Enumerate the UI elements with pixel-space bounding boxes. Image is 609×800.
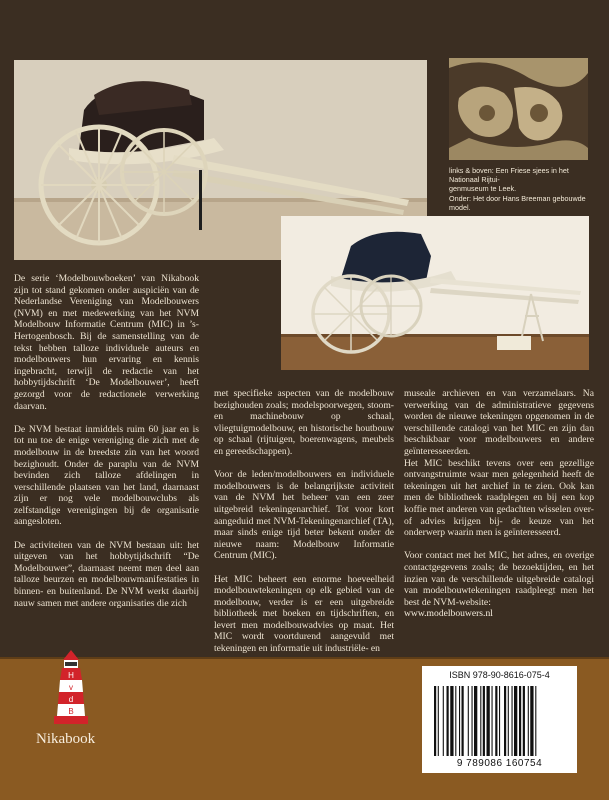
- paragraph: Het MIC beheert een enorme hoeveelheid modelbouwtekeningen op elk gebied van de modelbouw, verder is er een uitgebreide bibliotheek met boeken en tijdschriften, en levert men modelbouwadvies op maat. Het MIC wordt voortdurend aangevuld met tekeningen en informatie uit industriële- en: [214, 573, 394, 655]
- paragraph: met specifieke aspecten van de modelbouw bezighouden zoals; modelspoorwegen, stoom- en machinebouw op schaal, vliegtuigmodelbouw, en historische houtbouw op schaal (rijtuigen, boerenwagens, meubels en gereedschappen).: [214, 388, 394, 457]
- barcode-stripe: [468, 686, 469, 756]
- logo-letter: d: [68, 695, 74, 704]
- barcode-stripe: [519, 686, 521, 756]
- logo-letter: H: [68, 671, 74, 680]
- text-column-middle: [214, 388, 394, 666]
- barcode-stripe: [455, 686, 456, 756]
- text-column-left: [14, 273, 199, 621]
- website-link[interactable]: www.modelbouwers.nl: [404, 608, 493, 620]
- paragraph: museale archieven en van verzamelaars. Na verwerking van de administratieve gegevens worden de nieuwe tekeningen opgenomen in de verschillende catalogi van het MIC en zijn dan beschikbaar voor modelbouwers en andere geïnteresseerden.: [404, 388, 594, 457]
- barcode-stripe: [492, 686, 493, 756]
- barcode-stripe: [487, 686, 490, 756]
- barcode-stripe: [472, 686, 473, 756]
- carved-ornament-photo: [449, 58, 588, 160]
- barcode-stripe: [535, 686, 536, 756]
- photo-caption-bottom: [449, 194, 599, 212]
- barcode-stripe: [438, 686, 439, 756]
- isbn-barcode: [422, 666, 577, 773]
- paragraph: De NVM bestaat inmiddels ruim 60 jaar en is tot nu toe de enige vereniging die zich met de modelbouw in de breedste zin van het woord bezighoudt. Onder de paraplu van de NVM bevinden zich talloze afdelingen in verschillende plaatsen van het land, daarnaast zijn er nog vele modelbouwclubs als zelfstandige verenigingen bij de organisatie aangesloten.: [14, 423, 199, 528]
- publisher-name: Nikabook: [36, 731, 96, 747]
- barcode-stripe: [474, 686, 477, 756]
- barcode-stripe: [447, 686, 449, 756]
- barcode-stripe: [495, 686, 497, 756]
- caption-line: Onder: Het door Hans Breeman gebouwde model.: [449, 194, 586, 212]
- ean-number: 9 789086 160754: [456, 758, 543, 769]
- paragraph: Voor de leden/modelbouwers en individuele modelbouwers is de belangrijkste activiteit van de NVM het beheer van een zeer uitgebreid tekeningenarchief. Tot voor kort aangeduid met NVM-Tekeningenarchief (TA), maar sinds enige tijd beter bekent onder de nieuwe naam: Modelbouw Informatie Centrum (MIC).: [214, 469, 394, 562]
- logo-letter: B: [68, 707, 74, 716]
- barcode-stripe: [443, 686, 444, 756]
- text-column-right: [404, 388, 594, 620]
- photo-caption-top: [449, 166, 599, 193]
- barcode-stripe: [523, 686, 525, 756]
- barcode-stripe: [450, 686, 453, 756]
- barcode-stripe: [530, 686, 533, 756]
- lighthouse-logo-icon: [46, 648, 96, 728]
- barcode-bars: [434, 686, 565, 756]
- paragraph: De activiteiten van de NVM bestaan uit: het uitgeven van het hobbytijdschrift “De Modelbouwer”, daarnaast neemt men deel aan talloze beurzen en modelbouwmanifestaties in binnen- en buitenland. De NVM werkt daarbij nauw samen met andere organisaties die zich: [14, 539, 199, 609]
- caption-line: genmuseum te Leek.: [449, 184, 517, 193]
- barcode-stripe: [434, 686, 436, 756]
- barcode-stripe: [514, 686, 517, 756]
- barcode-stripe: [504, 686, 506, 756]
- barcode-stripe: [528, 686, 529, 756]
- caption-line: links & boven: Een Friese sjees in het Nationaal Rijtui-: [449, 166, 569, 184]
- paragraph: De serie ‘Modelbouwboeken’ van Nikabook zijn tot stand gekomen onder auspiciën van de Nederlandse Vereniging van Modelbouwers (NVM) en met medewerking van het NVM Modelbouw Informatie Centrum (MIC) in ’s-Hertogenbosch. Bij de samenstelling van de tekst hebben talloze individuele auteurs en modelbouwers hun ervaring en kennis ingebracht, terwijl de redactie van het hobbytijdschrift ‘De Modelbouwer’, heeft gezorgd voor de redactionele verwerking daarvan.: [14, 273, 199, 412]
- carriage-model-photo: [281, 216, 589, 370]
- paragraph: Voor contact met het MIC, het adres, en overige contactgegevens zoals; de bezoektijden, en het inzien van de verschillende uitgebreide catalogi van modelbouwtekeningen raadpleegt men het best de NVM-website:: [404, 550, 594, 608]
- isbn-label: ISBN 978-90-8616-075-4: [449, 670, 550, 680]
- barcode-stripe: [512, 686, 513, 756]
- logo-letter: v: [69, 683, 73, 692]
- paragraph: Het MIC beschikt tevens over een gezellige ontvangstruimte waar men gelegenheid heeft de tekeningen uit het archief in te zien. Ook kan men de bibliotheek raadplegen en bij een kop koffie met anderen van gedachten wisselen over- of advies krijgen bij- de keuze van het onderwerp waarin men is geïnteresseerd.: [404, 457, 594, 539]
- barcode-stripe: [508, 686, 509, 756]
- barcode-stripe: [459, 686, 460, 756]
- barcode-stripe: [462, 686, 464, 756]
- barcode-stripe: [483, 686, 485, 756]
- barcode-stripe: [499, 686, 500, 756]
- barcode-stripe: [480, 686, 481, 756]
